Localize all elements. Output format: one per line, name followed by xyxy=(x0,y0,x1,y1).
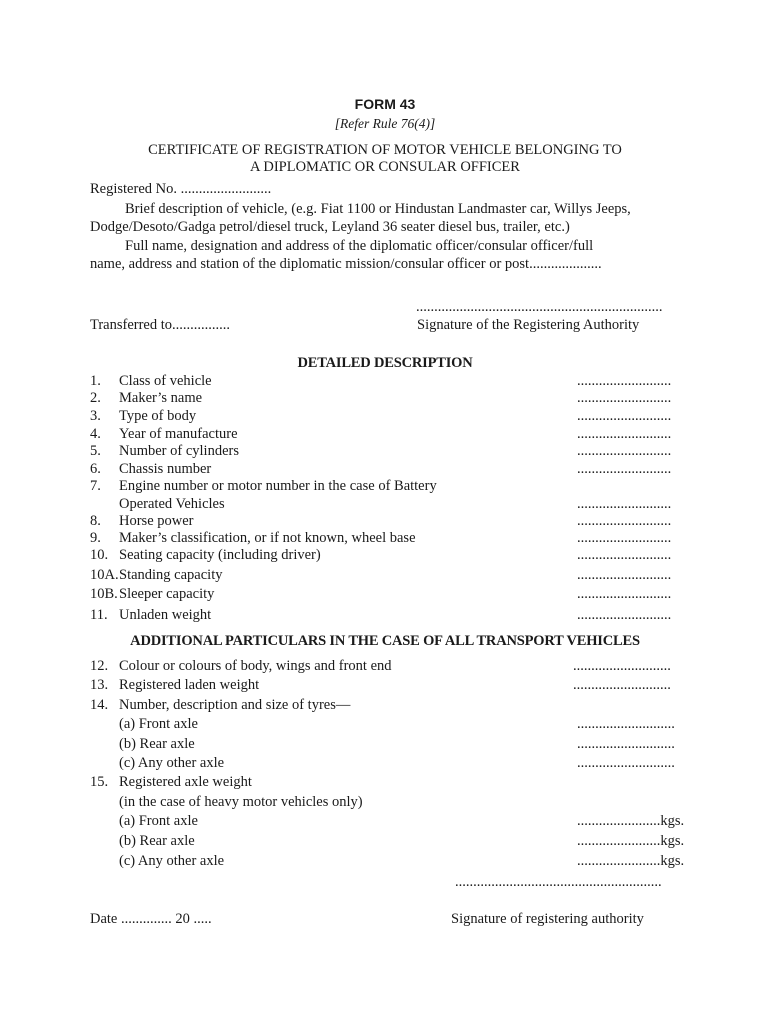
signature-label: Signature of the Registering Authority xyxy=(417,317,640,333)
item-number: 2. xyxy=(90,390,101,406)
registered-no: Registered No. ......................... xyxy=(90,181,272,197)
item-label: Number, description and size of tyres— xyxy=(119,697,351,713)
item-number: 12. xyxy=(90,658,109,674)
item-label: (c) Any other axle xyxy=(119,853,225,869)
item-number: 6. xyxy=(90,461,101,477)
item-label: Seating capacity (including driver) xyxy=(119,547,321,563)
item-blank: .......................kgs. xyxy=(577,813,685,829)
detailed-description-heading: DETAILED DESCRIPTION xyxy=(297,355,473,371)
item-number: 8. xyxy=(90,513,101,529)
item-blank: ........................... xyxy=(573,658,671,674)
item-label: (b) Rear axle xyxy=(119,833,195,849)
item-blank: .......................kgs. xyxy=(577,853,685,869)
item-number: 3. xyxy=(90,408,101,424)
item-blank: ........................... xyxy=(573,677,671,693)
item-blank: .......................... xyxy=(577,426,672,442)
item-label: Registered axle weight xyxy=(119,774,252,790)
item-number: 9. xyxy=(90,530,101,546)
additional-particulars-heading: ADDITIONAL PARTICULARS IN THE CASE OF ALL TRANSPORT VEHICLES xyxy=(130,633,640,649)
full-name-line1: Full name, designation and address of the diplomatic officer/consular officer/full xyxy=(125,238,594,254)
item-label: Chassis number xyxy=(119,461,212,477)
item-label: Class of vehicle xyxy=(119,373,212,389)
item-blank: .......................... xyxy=(577,496,672,512)
item-blank: .......................... xyxy=(577,461,672,477)
item-number: 10. xyxy=(90,547,109,563)
brief-description-line1: Brief description of vehicle, (e.g. Fiat 1100 or Hindustan Landmaster car, Willys Jeeps, xyxy=(125,201,631,217)
footer-signature-label: Signature of registering authority xyxy=(451,911,644,927)
item-blank: ........................... xyxy=(577,736,675,752)
item-number: 1. xyxy=(90,373,101,389)
signature-dots: .................................................................... xyxy=(416,299,663,315)
item-label: Unladen weight xyxy=(119,607,212,623)
certificate-heading-line2: A DIPLOMATIC OR CONSULAR OFFICER xyxy=(250,159,520,175)
item-blank: .......................... xyxy=(577,547,672,563)
item-label: Maker’s name xyxy=(119,390,203,406)
item-label: Colour or colours of body, wings and front end xyxy=(119,658,392,674)
item-label: Sleeper capacity xyxy=(119,586,215,602)
item-number: 13. xyxy=(90,677,109,693)
full-name-line2: name, address and station of the diplomatic mission/consular officer or post.................... xyxy=(90,256,602,272)
item-label: Standing capacity xyxy=(119,567,223,583)
item-blank: .......................... xyxy=(577,567,672,583)
item-blank: ........................... xyxy=(577,755,675,771)
item-blank: .......................... xyxy=(577,607,672,623)
item-blank: .......................... xyxy=(577,513,672,529)
item-label: Number of cylinders xyxy=(119,443,239,459)
form-title: FORM 43 xyxy=(354,96,416,112)
item-label: Year of manufacture xyxy=(119,426,238,442)
item-number: 5. xyxy=(90,443,101,459)
item-label: Engine number or motor number in the case of Battery xyxy=(119,478,437,494)
item-number: 10A. xyxy=(90,567,119,583)
item-label: Operated Vehicles xyxy=(119,496,225,512)
item-label: (b) Rear axle xyxy=(119,736,195,752)
item-label: (in the case of heavy motor vehicles only) xyxy=(119,794,363,810)
brief-description-line2: Dodge/Desoto/Gadga petrol/diesel truck, Leyland 36 seater diesel bus, trailer, etc.) xyxy=(90,219,570,235)
item-label: Horse power xyxy=(119,513,194,529)
item-blank: .......................... xyxy=(577,390,672,406)
item-number: 4. xyxy=(90,426,101,442)
item-number: 7. xyxy=(90,478,101,494)
item-blank: .......................... xyxy=(577,373,672,389)
item-label: Type of body xyxy=(119,408,197,424)
rule-reference: [Refer Rule 76(4)] xyxy=(334,116,436,131)
item-blank: .......................... xyxy=(577,408,672,424)
item-blank: .......................kgs. xyxy=(577,833,685,849)
transferred-to: Transferred to................ xyxy=(90,317,231,333)
item-label: (a) Front axle xyxy=(119,716,198,732)
item-blank: .......................... xyxy=(577,443,672,459)
item-label: Maker’s classification, or if not known, wheel base xyxy=(119,530,416,546)
date-field: Date .............. 20 ..... xyxy=(90,911,212,927)
certificate-heading-line1: CERTIFICATE OF REGISTRATION OF MOTOR VEHICLE BELONGING TO xyxy=(148,142,622,158)
item-label: (c) Any other axle xyxy=(119,755,225,771)
item-number: 11. xyxy=(90,607,108,623)
footer-signature-dots: ......................................................... xyxy=(455,874,662,890)
item-blank: ........................... xyxy=(577,716,675,732)
item-label: (a) Front axle xyxy=(119,813,198,829)
item-blank: .......................... xyxy=(577,586,672,602)
item-blank: .......................... xyxy=(577,530,672,546)
item-label: Registered laden weight xyxy=(119,677,260,693)
item-number: 15. xyxy=(90,774,109,790)
item-number: 14. xyxy=(90,697,109,713)
item-number: 10B. xyxy=(90,586,118,602)
